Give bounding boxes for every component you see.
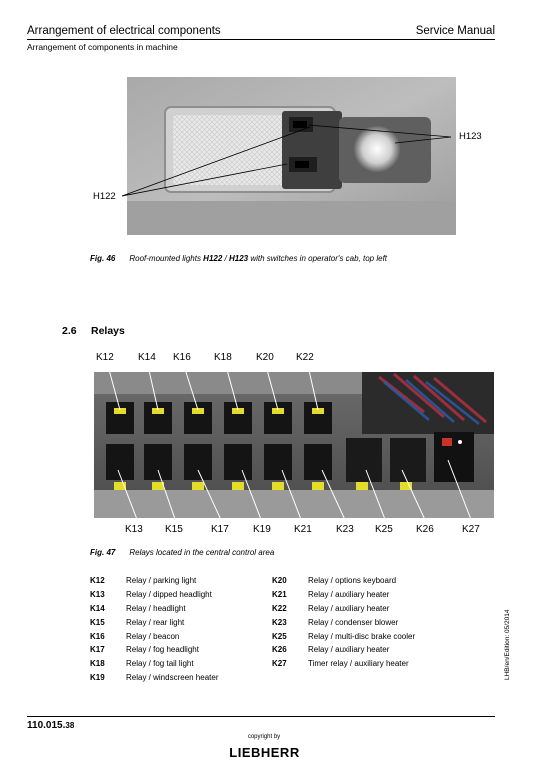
legend-code: K13: [90, 590, 105, 600]
legend-desc: Relay / rear light: [126, 617, 185, 627]
legend-code: K18: [90, 659, 105, 669]
legend-code: K12: [90, 576, 105, 586]
label-k19: K19: [253, 524, 271, 535]
table-row: [90, 574, 415, 588]
edition-note: [504, 600, 514, 680]
label-k27: K27: [462, 524, 480, 535]
copyright-text: copyright by: [247, 734, 281, 740]
table-row: [90, 643, 415, 657]
legend-empty-cell: [308, 671, 415, 685]
edition-note-text: LHB/en/Edition: 05/2014: [504, 609, 511, 680]
legend-code: K27: [272, 659, 287, 669]
legend-desc: Relay / options keyboard: [308, 576, 397, 586]
legend-desc: Relay / auxiliary heater: [308, 603, 390, 613]
legend-code: K25: [272, 631, 287, 641]
label-k14: K14: [138, 352, 156, 363]
legend-desc: Relay / headlight: [126, 603, 186, 613]
legend-desc: Relay / auxiliary heater: [308, 590, 390, 600]
legend-code: K14: [90, 603, 105, 613]
document-number-main: 110.015.: [27, 720, 66, 731]
header-title: Arrangement of electrical components: [27, 25, 221, 37]
figure2-caption-text: Relays located in the central control area: [129, 548, 275, 557]
table-row: [90, 602, 415, 616]
figure1-caption-number: Fig. 46: [90, 254, 116, 263]
legend-desc: Relay / fog tail light: [126, 659, 194, 669]
legend-desc: Relay / condenser blower: [308, 617, 399, 627]
label-h123: H123: [459, 131, 482, 142]
figure1-caption: [90, 254, 387, 263]
legend-desc: Relay / beacon: [126, 631, 180, 641]
legend-desc: Timer relay / auxiliary heater: [308, 659, 409, 669]
label-k22: K22: [296, 352, 314, 363]
section-number: 2.6: [62, 325, 77, 337]
label-k26: K26: [416, 524, 434, 535]
header-subtitle: Arrangement of components in machine: [27, 42, 178, 52]
legend-code: K16: [90, 631, 105, 641]
figure1-caption-pre: Roof-mounted lights: [129, 254, 204, 263]
legend-desc: Relay / fog headlight: [126, 645, 199, 655]
legend-desc: Relay / dipped headlight: [126, 590, 212, 600]
legend-desc: Relay / multi-disc brake cooler: [308, 631, 416, 641]
header-manual: Service Manual: [415, 25, 495, 37]
legend-code: K21: [272, 590, 287, 600]
legend-code: K19: [90, 672, 105, 682]
legend-desc: Relay / windscreen heater: [126, 672, 219, 682]
liebherr-logo: [226, 745, 303, 759]
document-number: [27, 720, 74, 731]
legend-code: K23: [272, 617, 287, 627]
label-k18: K18: [214, 352, 232, 363]
figure2-caption: [90, 548, 274, 557]
legend-code: K15: [90, 617, 105, 627]
figure2-caption-number: Fig. 47: [90, 548, 116, 557]
legend-code: K20: [272, 576, 287, 586]
legend-empty-cell: [272, 671, 308, 685]
label-k17: K17: [211, 524, 229, 535]
label-h122: H122: [93, 191, 116, 202]
table-row: [90, 629, 415, 643]
legend-code: K17: [90, 645, 105, 655]
label-k25: K25: [375, 524, 393, 535]
svg-text:LIEBHERR: LIEBHERR: [229, 745, 300, 759]
legend-code: K22: [272, 603, 287, 613]
legend-desc: Relay / auxiliary heater: [308, 645, 390, 655]
label-k15: K15: [165, 524, 183, 535]
label-k13: K13: [125, 524, 143, 535]
label-k16: K16: [173, 352, 191, 363]
document-number-suffix: 38: [65, 721, 75, 730]
relays-photo: [94, 372, 494, 518]
legend-desc: Relay / parking light: [126, 576, 197, 586]
label-k23: K23: [336, 524, 354, 535]
label-k12: K12: [96, 352, 114, 363]
figure1-caption-code2: H123: [228, 254, 249, 263]
section-heading: [62, 325, 125, 337]
table-row: [90, 615, 415, 629]
figure1-caption-code1: H122: [203, 254, 223, 263]
section-title: Relays: [91, 325, 125, 337]
table-row: [90, 588, 415, 602]
table-row: [90, 671, 415, 685]
table-row: [90, 657, 415, 671]
relay-legend-table: [90, 574, 415, 684]
figure1-caption-sep: /: [222, 254, 229, 263]
label-k20: K20: [256, 352, 274, 363]
footer-rule: [27, 716, 495, 717]
legend-code: K26: [272, 645, 287, 655]
roof-lights-photo: [127, 77, 456, 235]
label-k21: K21: [294, 524, 312, 535]
figure1-caption-post: with switches in operator's cab, top left: [248, 254, 388, 263]
header-rule: [27, 39, 495, 40]
